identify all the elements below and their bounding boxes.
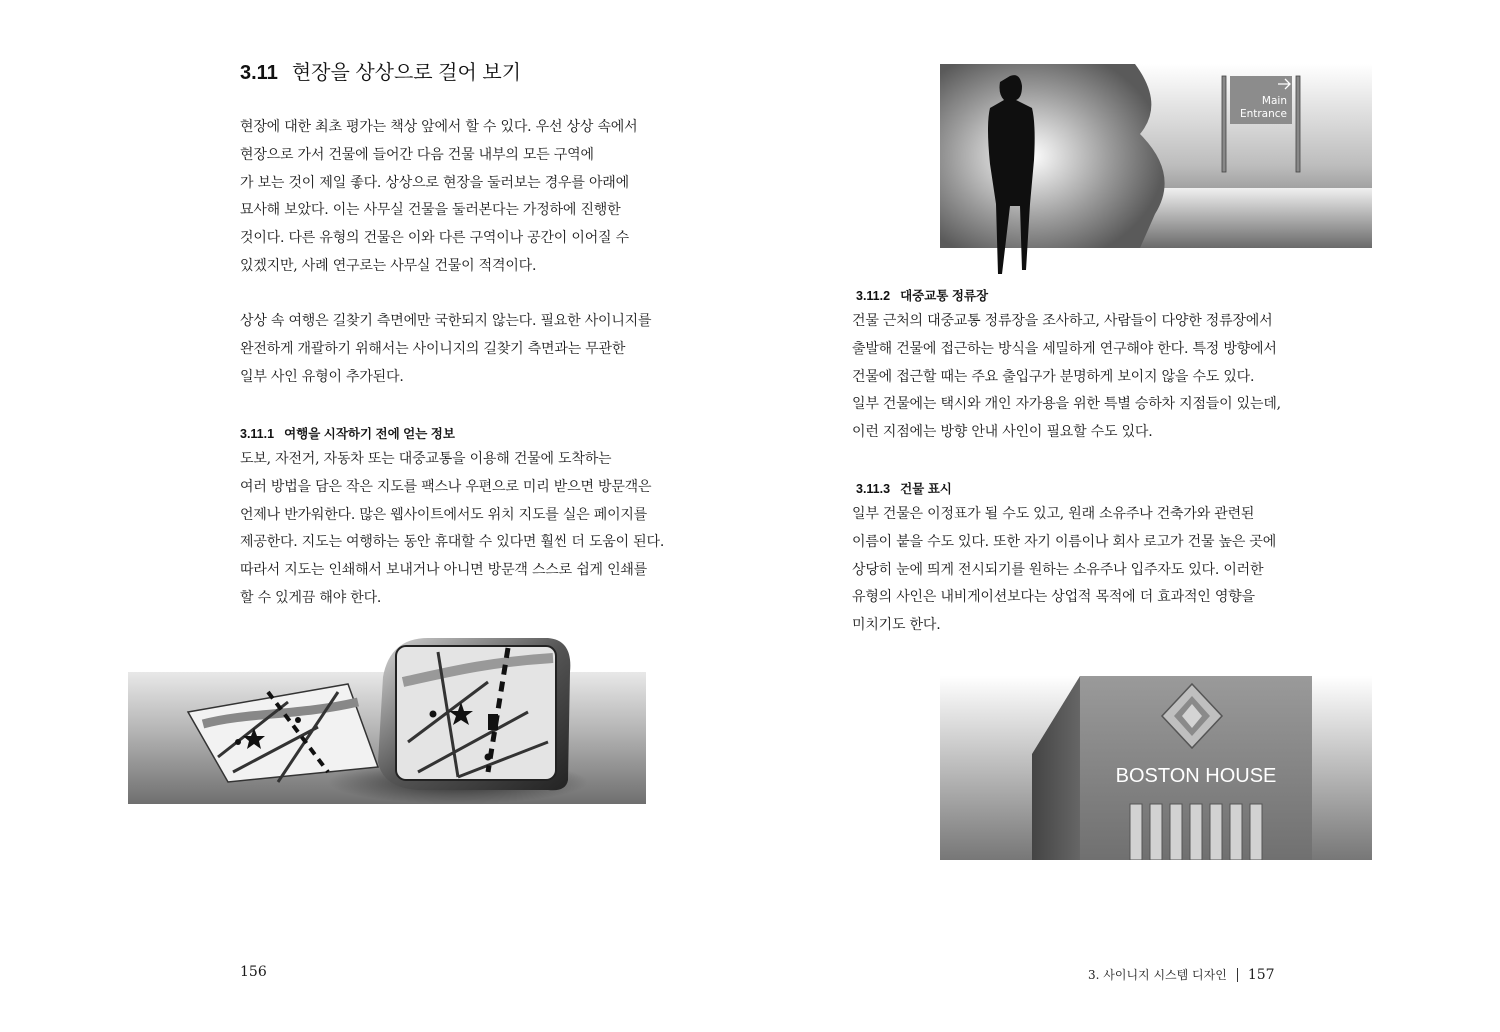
running-head (1088, 966, 1275, 983)
text-line: 제공한다. 지도는 여행하는 동안 휴대할 수 있다면 훨씬 더 도움이 된다. (240, 534, 665, 551)
text-line: 이름이 붙을 수도 있다. 또한 자기 이름이나 회사 로고가 건물 높은 곳에 (852, 533, 1277, 550)
building-windows (1130, 804, 1262, 860)
text-line: 할 수 있게끔 해야 한다. (240, 589, 382, 606)
text-line: 일부 건물은 이정표가 될 수도 있고, 원래 소유주나 건축가와 관련된 (852, 506, 1255, 522)
text-line: 현장에 대한 최초 평가는 책상 앞에서 할 수 있다. 우선 상상 속에서 (240, 119, 638, 135)
text-line: 언제나 반가워한다. 많은 웹사이트에서도 위치 지도를 실은 페이지를 (240, 506, 648, 523)
text-line: 상당히 눈에 띄게 전시되기를 원하는 소유주나 입주자도 있다. 이러한 (852, 561, 1264, 578)
gps-device (378, 638, 570, 790)
section-number: 3.11 (240, 62, 278, 84)
text-line: 도보, 자전거, 자동차 또는 대중교통을 이용해 건물에 도착하는 (240, 451, 612, 467)
subsection-heading-3-11-2 (856, 286, 988, 304)
subsection-title: 여행을 시작하기 전에 얻는 정보 (284, 427, 455, 441)
text-line: 유형의 사인은 내비게이션보다는 상업적 목적에 더 효과적인 영향을 (852, 589, 1255, 606)
subsection-title: 대중교통 정류장 (900, 289, 989, 303)
map-illustration (128, 632, 646, 804)
main-entrance-illustration (940, 64, 1372, 274)
subsection-title: 건물 표시 (900, 482, 952, 496)
sign-main-text: Main (1261, 95, 1287, 107)
text-line: 출발해 건물에 접근하는 방식을 세밀하게 연구해야 한다. 특정 방향에서 (852, 340, 1277, 357)
subsection-number: 3.11.2 (856, 289, 891, 303)
text-line: 완전하게 개괄하기 위해서는 사이니지의 길찾기 측면과는 무관한 (240, 340, 626, 357)
building-sign-text: BOSTON HOUSE (1115, 765, 1277, 787)
right-page (750, 0, 1500, 1032)
subsection-heading-3-11-3 (856, 479, 952, 497)
boston-house-illustration (940, 676, 1372, 860)
text-line: 미치기도 한다. (852, 617, 941, 634)
text-line: 현장으로 가서 건물에 들어간 다음 건물 내부의 모든 구역에 (240, 146, 594, 163)
section-heading (240, 56, 521, 85)
text-line: 있겠지만, 사례 연구로는 사무실 건물이 적격이다. (240, 257, 537, 274)
transit-paragraph (852, 308, 1281, 447)
building-paragraph (852, 501, 1277, 640)
page-number-left: 156 (240, 964, 267, 980)
second-paragraph (240, 308, 660, 391)
section-title: 현장을 상상으로 걸어 보기 (291, 62, 522, 84)
subsection-heading-3-11-1 (240, 424, 455, 442)
sign-entrance-text: Entrance (1239, 108, 1287, 120)
text-line: 상상 속 여행은 길찾기 측면에만 국한되지 않는다. 필요한 사이니지를 (240, 313, 652, 329)
text-line: 건물에 접근할 때는 주요 출입구가 분명하게 보이지 않을 수도 있다. (852, 368, 1255, 385)
page-number-right: 157 (1247, 967, 1275, 983)
text-line: 여러 방법을 담은 작은 지도를 팩스나 우편으로 미리 받으면 방문객은 (240, 478, 652, 495)
text-line: 묘사해 보았다. 이는 사무실 건물을 둘러본다는 가정하에 진행한 (240, 202, 621, 219)
text-line: 이런 지점에는 방향 안내 사인이 필요할 수도 있다. (852, 424, 1153, 441)
running-head-text: 3. 사이니지 시스템 디자인 (1088, 968, 1227, 982)
text-line: 건물 근처의 대중교통 정류장을 조사하고, 사람들이 다양한 정류장에서 (852, 313, 1273, 329)
text-line: 따라서 지도는 인쇄해서 보내거나 아니면 방문객 스스로 쉽게 인쇄를 (240, 562, 648, 579)
subsection-number: 3.11.1 (240, 427, 275, 441)
subsection-number: 3.11.3 (856, 482, 891, 496)
text-line: 가 보는 것이 제일 좋다. 상상으로 현장을 둘러보는 경우를 아래에 (240, 174, 629, 191)
text-line: 것이다. 다른 유형의 건물은 이와 다른 구역이나 공간이 이어질 수 (240, 230, 629, 247)
text-line: 일부 건물에는 택시와 개인 자가용을 위한 특별 승하차 지점들이 있는데, (852, 396, 1281, 413)
separator-bar (1237, 968, 1238, 982)
text-line: 일부 사인 유형이 추가된다. (240, 368, 404, 385)
subsection-paragraph (240, 446, 665, 613)
intro-paragraph (240, 114, 660, 281)
